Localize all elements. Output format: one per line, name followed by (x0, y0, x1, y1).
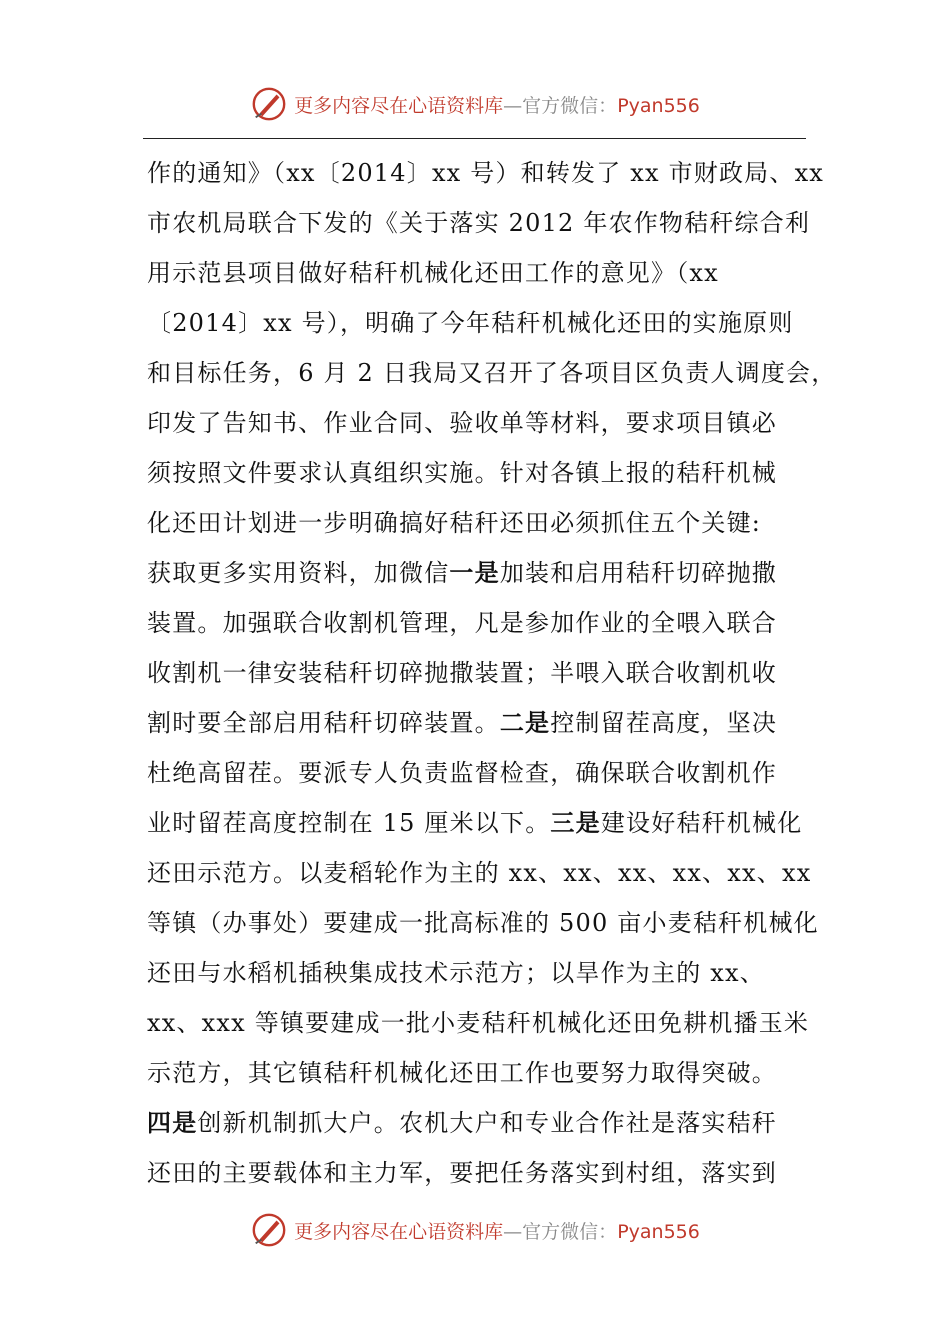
body-line: 装置。加强联合收割机管理，凡是参加作业的全喂入联合 (147, 609, 777, 637)
document-body (147, 148, 837, 1198)
pen-logo-icon (250, 85, 288, 123)
watermark-dash: — (503, 94, 523, 117)
body-line: 印发了告知书、作业合同、验收单等材料，要求项目镇必 (147, 409, 777, 437)
body-text-segment: 业时留茬高度控制在 15 厘米以下。 (147, 809, 551, 837)
body-line: 收割机一律安装秸秆切碎抛撒装置；半喂入联合收割机收 (147, 659, 777, 687)
body-line: 须按照文件要求认真组织实施。针对各镇上报的秸秆机械 (147, 459, 777, 487)
footer-watermark (0, 1208, 950, 1252)
body-line (147, 798, 817, 848)
watermark-main: 更多内容尽在心语资料库 (294, 94, 504, 117)
body-line: 市农机局联合下发的《关于落实 2012 年农作物秸秆综合利 (147, 209, 811, 237)
header-watermark (0, 82, 950, 126)
body-text-segment: 割时要全部启用秸秆切碎装置。 (147, 709, 500, 737)
body-text-segment: 控制留茬高度，坚决 (550, 709, 778, 737)
body-line (147, 548, 817, 598)
body-line (147, 1098, 817, 1148)
body-line: xx、xxx 等镇要建成一批小麦秸秆机械化还田免耕机播玉米 (147, 1009, 810, 1037)
body-line: 等镇（办事处）要建成一批高标准的 500 亩小麦秸秆机械化 (147, 909, 819, 937)
watermark-main: 更多内容尽在心语资料库 (294, 1220, 504, 1243)
header-watermark-text (294, 91, 700, 118)
body-line: 〔2014〕xx 号），明确了今年秸秆机械化还田的实施原则 (147, 309, 794, 337)
body-text-segment: 获取更多实用资料，加微信 (147, 559, 450, 587)
key-point-label: 一是 (449, 558, 500, 587)
body-line: 还田示范方。以麦稻轮作为主的 xx、xx、xx、xx、xx、xx (147, 859, 812, 887)
key-point-label: 四是 (147, 1108, 198, 1137)
key-point-label: 二是 (499, 708, 551, 737)
watermark-wechat-label: 官方微信： (522, 1220, 618, 1243)
body-line: 示范方，其它镇秸秆机械化还田工作也要努力取得突破。 (147, 1059, 777, 1087)
key-point-label: 三是 (550, 808, 601, 837)
body-line: 杜绝高留茬。要派专人负责监督检查，确保联合收割机作 (147, 759, 777, 787)
body-line: 还田与水稻机插秧集成技术示范方；以旱作为主的 xx、 (147, 959, 765, 987)
body-text-segment: 加装和启用秸秆切碎抛撒 (499, 559, 778, 587)
body-line: 和目标任务，6 月 2 日我局又召开了各项目区负责人调度会， (147, 359, 837, 387)
body-line: 用示范县项目做好秸秆机械化还田工作的意见》（xx (147, 259, 719, 287)
header-divider (143, 138, 806, 139)
watermark-wechat-id: Pyan556 (617, 94, 700, 117)
watermark-wechat-label: 官方微信： (522, 94, 618, 117)
body-text-segment: 创新机制抓大户。农机大户和专业合作社是落实秸秆 (197, 1109, 778, 1137)
body-line: 作的通知》（xx〔2014〕xx 号）和转发了 xx 市财政局、xx (147, 159, 825, 187)
body-text-segment: 建设好秸秆机械化 (600, 809, 803, 837)
pen-logo-icon (250, 1211, 288, 1249)
body-line (147, 698, 817, 748)
body-line: 化还田计划进一步明确搞好秸秆还田必须抓住五个关键: (147, 509, 762, 537)
body-line: 还田的主要载体和主力军，要把任务落实到村组，落实到 (147, 1159, 777, 1187)
footer-watermark-text (294, 1217, 700, 1244)
watermark-wechat-id: Pyan556 (617, 1220, 700, 1243)
watermark-dash: — (503, 1220, 523, 1243)
